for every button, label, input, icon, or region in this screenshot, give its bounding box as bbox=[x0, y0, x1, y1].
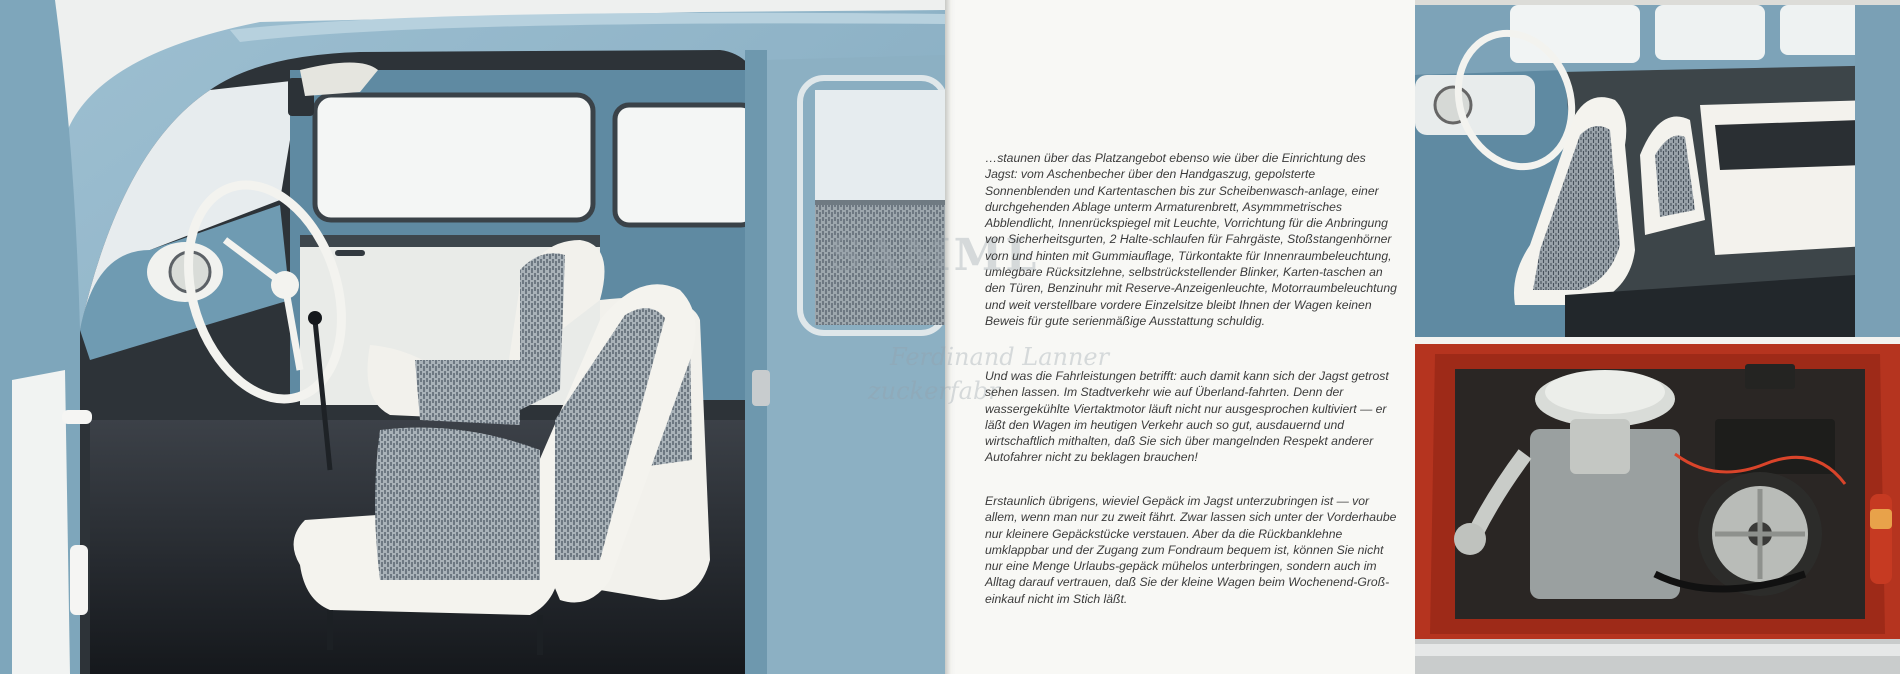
watermark-line-3: zuckerfabr bbox=[868, 377, 1000, 405]
text-page bbox=[830, 0, 1415, 674]
page-fold bbox=[945, 0, 955, 674]
watermark-line-2: Ferdinand Lanner bbox=[890, 343, 1110, 371]
paragraph-equipment: …staunen über das Platzangebot ebenso wie über die Einrichtung des Jagst: vom Aschenbecher über den Handgaszug, gepolsterte Sonnenblenden und Kartentaschen bis zur Scheibenwasch-anlage, einer durchgehenden Ablage unterm Armaturenbrett, Asymmmetrisches Abblendlicht, Innenrückspiegel mit Leuchte, Vorrichtung für die Anbringung von Sicherheitsgurten, 2 Halte-schlaufen für Fahrgäste, Stoßstangenhörner vorn und hinten mit Gummiauflage, Türkontakte für Innenraumbeleuchtung, umlegbare Rücksitzlehne, selbstrückstellender Blinker, Karten-taschen an den Türen, Benzinuhr mit Reserve-Anzeigenleuchte, Motorraumbeleuchtung und weit verstellbare vordere Einzelsitze bleibt Ihnen der Wagen keinen Beweis für gute serienmäßige Ausstattung schuldig. bbox=[985, 151, 1397, 328]
watermark-line-1: SAMML bbox=[830, 230, 1040, 281]
car-interior-photo bbox=[0, 0, 945, 674]
front-seats-photo bbox=[1415, 5, 1900, 337]
paragraph-performance: Und was die Fahrleistungen betrifft: auch damit kann sich der Jagst getrost sehen lassen. Im Stadtverkehr wie auf Überland-fahrten. Denn der wassergekühlte Viertaktmotor läuft nicht nur ausgesprochen kultiviert — er läßt den Wagen im heutigen Verkehr auch so gut, ausdauernd und wirtschaftlich mithalten, daß Sie sich über mangelnden Respekt anderer Autofahrer nicht zu beklagen brauchen! bbox=[985, 369, 1389, 465]
photo-gutter bbox=[1415, 337, 1900, 344]
engine-bay-photo bbox=[1415, 344, 1900, 674]
paragraph-luggage: Erstaunlich übrigens, wieviel Gepäck im Jagst unterzubringen ist — vor allem, wenn man nur zu zweit fährt. Zwar lassen sich unter der Vorderhaube nur kleinere Gepäckstücke verstauen. Aber da die Rückbanklehne umklappbar und der Zugang zum Fondraum bequem ist, können Sie nicht nur eine Menge Urlaubs-gepäck mühelos unterbringen, sondern auch im Alltag darauf vertrauen, daß Sie der kleine Wagen beim Wochenend-Groß-einkauf nicht im Stich läßt. bbox=[985, 494, 1397, 606]
